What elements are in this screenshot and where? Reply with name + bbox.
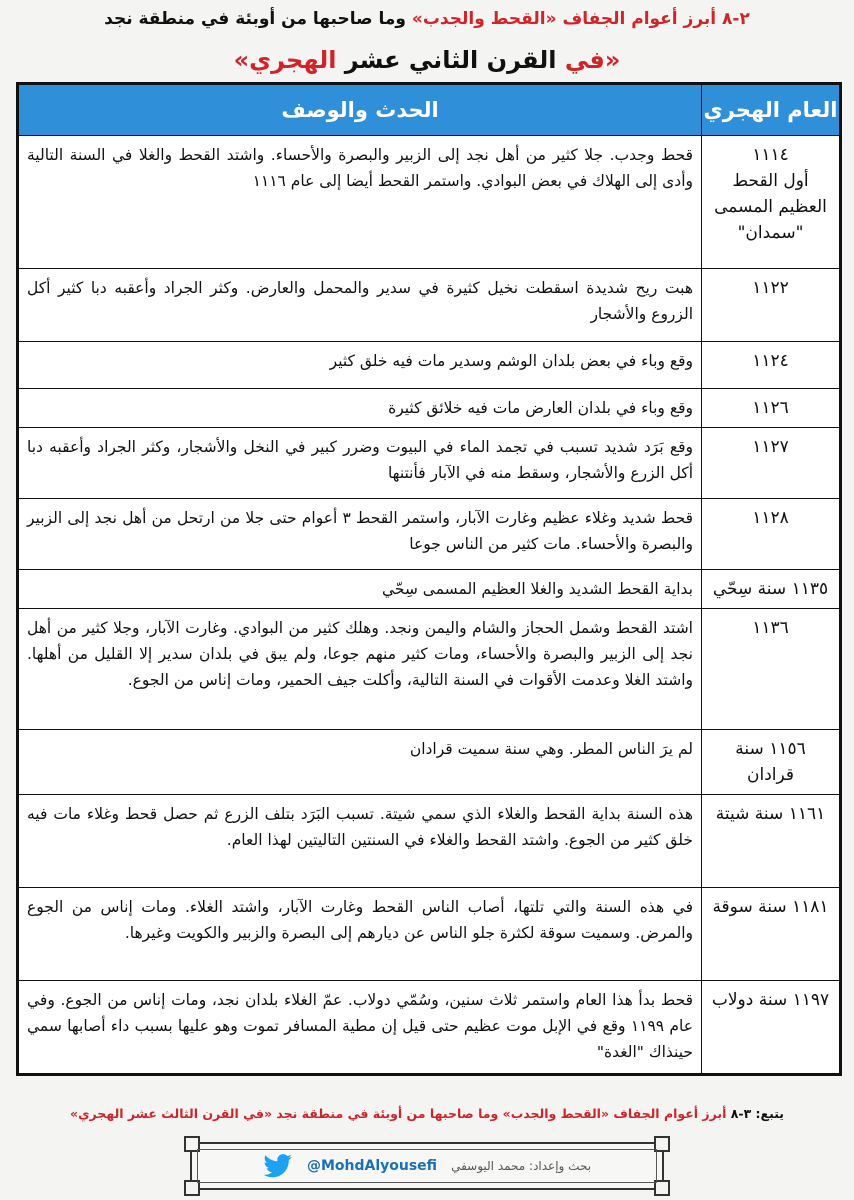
- header-year: العام الهجري: [702, 85, 840, 136]
- heading-line-2: [20, 42, 834, 78]
- table-row: [19, 342, 840, 389]
- cell-year: ١١٢٨: [702, 499, 840, 570]
- cell-description: وقع بَرَد شديد تسبب في تجمد الماء في البيوت وضرر كبير في النخل والأشجار، وكثر الجراد وأعقبه دبا أكل الزرع والأشجار، وسقط منه في الآبار فأنتنها: [19, 428, 702, 499]
- heading-quote-open: «: [604, 46, 621, 74]
- cell-year: ١١٢٢: [702, 269, 840, 342]
- footnote-part-1: أبرز أعوام الجفاف «القحط والجدب»: [498, 1106, 727, 1121]
- credit-inner: [197, 1149, 657, 1183]
- twitter-handle[interactable]: @MohdAlyousefi: [306, 1158, 438, 1174]
- continuation-footnote: [30, 1106, 824, 1121]
- cell-description: قحط بدأ هذا العام واستمر ثلاث سنين، وسُمّي دولاب. عمّ الغلاء بلدان نجد، ومات إناس من الجوع. وفي عام ١١٩٩ وقع في الإبل موت عظيم حتى قيل إن مطية المسافر تموت وهو عليها بسبب داء أصابها سمي حينذاك "الغدة": [19, 981, 702, 1074]
- heading-line-1-part-1: ٢-٨ أبرز أعوام الجفاف «القحط والجدب»: [405, 9, 750, 29]
- cell-description: وقع وباء في بلدان العارض مات فيه خلائق كثيرة: [19, 389, 702, 428]
- cell-year: ١١٢٤: [702, 342, 840, 389]
- cell-description: قحط شديد وغلاء عظيم وغارت الآبار، واستمر القحط ٣ أعوام حتى جلا من ارتحل من أهل نجد إلى الزبير والبصرة والأحساء. مات كثير من الناس جوعا: [19, 499, 702, 570]
- footnote-part-2: وما صاحبها من أوبئة في منطقة نجد «في القرن الثالث عشر الهجري»: [70, 1106, 499, 1121]
- cell-year: ١١٥٦ سنة قرادان: [702, 730, 840, 795]
- cell-year: ١١٢٦: [702, 389, 840, 428]
- header-event: الحدث والوصف: [19, 85, 702, 136]
- heading-line-2-part-3: الهجري: [249, 46, 337, 74]
- table-header-row: [19, 85, 840, 136]
- heading-line-2-part-1: في: [564, 46, 605, 74]
- events-table: [16, 82, 842, 1076]
- cell-description: لم يرَ الناس المطر. وهي سنة سميت قرادان: [19, 730, 702, 795]
- document-heading: [20, 6, 834, 78]
- cell-description: هذه السنة بداية القحط والغلاء الذي سمي شيتة. تسبب البَرَد بتلف الزرع ثم حصل قحط وغلاء مات فيه خلق كثير من الجوع. واشتد القحط والغلاء في السنتين التاليتين لهذا العام.: [19, 795, 702, 888]
- heading-quote-close: »: [233, 46, 250, 74]
- footnote-prefix: يتبع: ٣-٨: [726, 1106, 784, 1121]
- credit-box: [190, 1142, 664, 1190]
- table-row: [19, 888, 840, 981]
- cell-description: في هذه السنة والتي تلتها، أصاب الناس القحط وغارت الآبار، واشتد الغلاء. ومات إناس من الجوع والمرض. وسميت سوقة لكثرة جلو الناس عن ديارهم إلى البصرة والزبير والكويت وغيرها.: [19, 888, 702, 981]
- table-row: [19, 136, 840, 269]
- table-row: [19, 795, 840, 888]
- table-row: [19, 609, 840, 730]
- cell-year: ١١٢٧: [702, 428, 840, 499]
- twitter-bird-icon: [263, 1154, 293, 1178]
- cell-description: قحط وجدب. جلا كثير من أهل نجد إلى الزبير والبصرة والأحساء. واشتد القحط والغلا في السنة التالية وأدى إلى الهلاك في بعض البوادي. واستمر القحط أيضا إلى عام ١١١٦: [19, 136, 702, 269]
- prepared-by-text: بحث وإعداد: محمد اليوسفي: [451, 1159, 592, 1173]
- cell-year: ١١١٤ أول القحط العظيم المسمى "سمدان": [702, 136, 840, 269]
- table-row: [19, 499, 840, 570]
- heading-line-2-part-2: القرن الثاني عشر: [336, 46, 565, 74]
- cell-description: اشتد القحط وشمل الحجاز والشام واليمن ونجد. وهلك كثير من البوادي. وغارت الآبار، وجلا كثير من أهل نجد إلى الزبير والبصرة والأحساء، ومات كثير منهم جوعا، ولم يبق في بلدان سدير إلا القليل من أهلها. واشتد الغلا وعدمت الأقوات في السنة التالية، وأكلت جيف الحمير، ومات إناس من الجوع.: [19, 609, 702, 730]
- table-row: [19, 981, 840, 1074]
- cell-year: ١١٦١ سنة شيتة: [702, 795, 840, 888]
- table-row: [19, 730, 840, 795]
- cell-year: ١١٩٧ سنة دولاب: [702, 981, 840, 1074]
- heading-line-1: [20, 6, 834, 32]
- cell-description: هبت ريح شديدة اسقطت نخيل كثيرة في سدير والمحمل والعارض. وكثر الجراد وأعقبه دبا كثير أكل الزروع والأشجار: [19, 269, 702, 342]
- cell-year: ١١٨١ سنة سوقة: [702, 888, 840, 981]
- table-row: [19, 570, 840, 609]
- table-row: [19, 389, 840, 428]
- table-row: [19, 269, 840, 342]
- cell-description: وقع وباء في بعض بلدان الوشم وسدير مات فيه خلق كثير: [19, 342, 702, 389]
- cell-year: ١١٣٦: [702, 609, 840, 730]
- cell-description: بداية القحط الشديد والغلا العظيم المسمى سِحّي: [19, 570, 702, 609]
- table-row: [19, 428, 840, 499]
- heading-line-1-part-2: وما صاحبها من أوبئة في منطقة نجد: [104, 9, 406, 29]
- cell-year: ١١٣٥ سنة سِحّي: [702, 570, 840, 609]
